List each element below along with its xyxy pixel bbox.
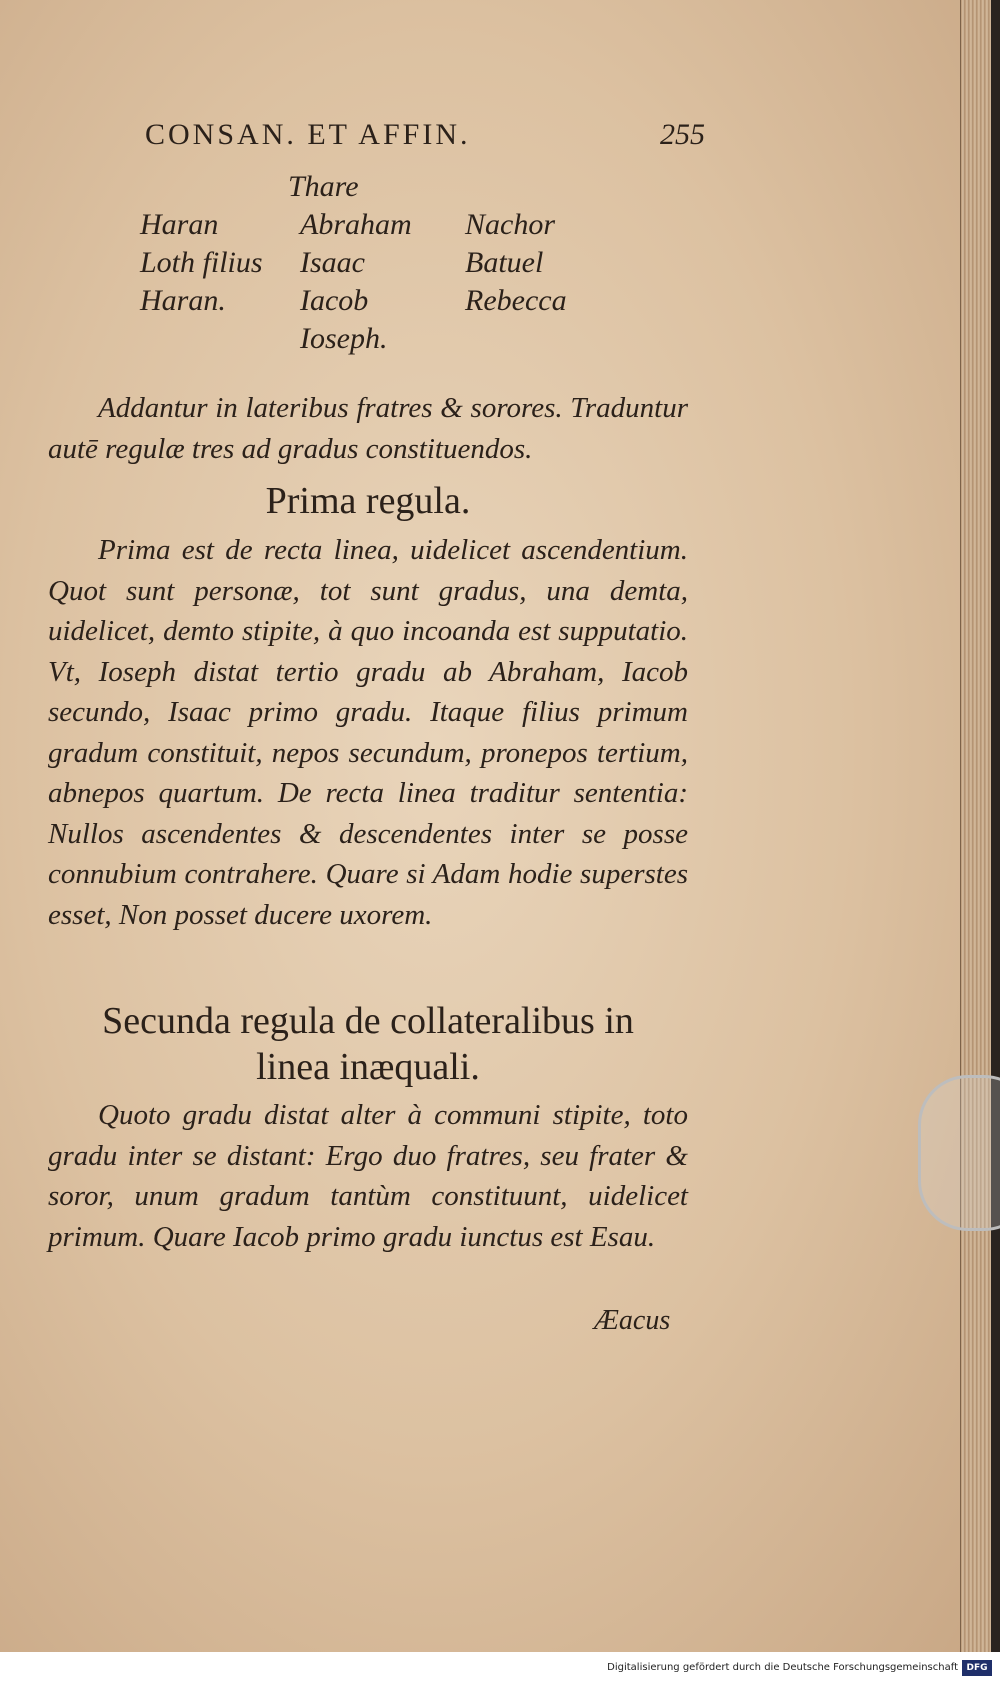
genealogy-center-2: Isaac — [300, 246, 365, 279]
genealogy-center-1: Abraham — [300, 208, 412, 241]
page-edges — [960, 0, 991, 1652]
genealogy-left-1: Haran — [140, 208, 219, 241]
genealogy-right-3: Rebecca — [465, 284, 567, 317]
footer-credit: Digitalisierung gefördert durch die Deutsche Forschungsgemeinschaft — [607, 1662, 958, 1673]
page-header — [145, 118, 705, 158]
genealogy-top: Thare — [288, 170, 359, 203]
intro-paragraph — [48, 388, 688, 469]
dfg-logo-icon: DFG — [962, 1660, 992, 1676]
genealogy-table — [140, 170, 600, 380]
heading-secunda-regula-line1: Secunda regula de collateralibus in — [102, 1000, 634, 1042]
genealogy-center-4: Ioseph. — [300, 322, 388, 355]
genealogy-center-3: Iacob — [300, 284, 369, 317]
book-clasp — [918, 1075, 1000, 1231]
heading-secunda-regula-line2: linea inæquali. — [256, 1046, 480, 1088]
paragraph-secunda-regula-text: Quoto gradu distat alter à communi stipite, toto gradu inter se distant: Ergo duo fratres, seu frater & soror, unum gradum tantùm constituunt, uidelicet primum. Quare Iacob primo gradu iunctus est Esau. — [48, 1099, 688, 1253]
genealogy-right-2: Batuel — [465, 246, 544, 279]
heading-prima-regula: Prima regula. — [265, 480, 471, 522]
catchword: Æacus — [594, 1305, 671, 1336]
intro-paragraph-text: Addantur in lateribus fratres & sorores. Traduntur autē regulæ tres ad gradus constituendos. — [48, 392, 688, 465]
heading-secunda-regula — [48, 998, 688, 1090]
genealogy-left-2: Loth filius — [140, 246, 263, 279]
paragraph-secunda-regula — [48, 1095, 688, 1257]
page-number: 255 — [660, 118, 705, 151]
genealogy-right-1: Nachor — [465, 208, 555, 241]
running-title: CONSAN. ET AFFIN. — [145, 118, 471, 151]
genealogy-left-3: Haran. — [140, 284, 226, 317]
paragraph-prima-regula-text: Prima est de recta linea, uidelicet ascendentium. Quot sunt personæ, tot sunt gradus, una demta, uidelicet, demto stipite, à quo incoanda est supputatio. Vt, Ioseph distat tertio gradu ab Abraham, Iacob secundo, Isaac primo gradu. Itaque filius primum gradum constituit, nepos secundum, pronepos tertium, abnepos quartum. De recta linea traditur sententia: Nullos ascendentes & descendentes inter se posse connubium contrahere. Quare si Adam hodie superstes esset, Non posset ducere uxorem. — [48, 534, 688, 931]
footer-bar — [0, 1652, 1000, 1688]
paragraph-prima-regula — [48, 530, 688, 935]
